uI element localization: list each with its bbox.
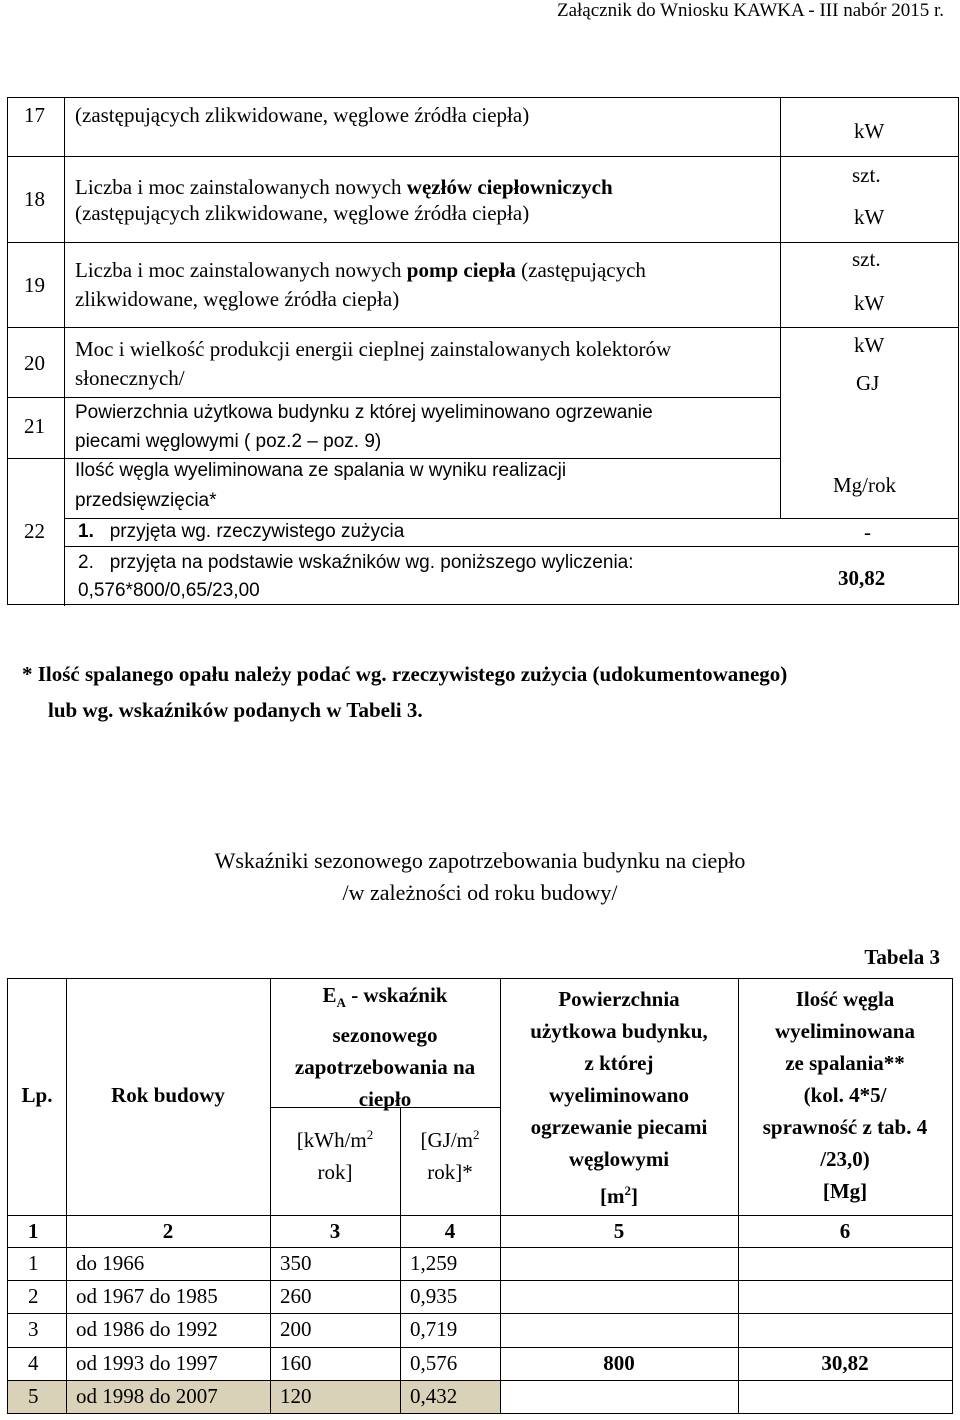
row-19-text-line2: zlikwidowane, węglowe źródła ciepła) [75, 287, 400, 311]
row-3-gj: 0,719 [410, 1317, 458, 1341]
row-21-lp: 21 [24, 414, 45, 438]
row-19-unit-kw: kW [854, 291, 885, 315]
header-gj: [$GJ/m^2$ rok]* [420, 1127, 480, 1184]
row-17-lp: 17 [24, 103, 45, 127]
row-17-text: (zastępujących zlikwidowane, węglowe źródła ciepła) [75, 103, 530, 127]
header-lp: Lp. [21, 1083, 53, 1107]
row-20-lp: 20 [24, 351, 45, 375]
section-title: Wskaźniki sezonowego zapotrzebowania budynku na ciepło [214, 848, 746, 873]
row-21-text-line2: piecami węglowymi ( poz.2 – poz. 9) [75, 431, 382, 452]
colnum-1: 1 [28, 1219, 39, 1243]
header-note: Załącznik do Wniosku KAWKA - III nabór 2015 r. [556, 0, 944, 21]
row-18-lp: 18 [24, 187, 45, 211]
row-5-lp: 5 [28, 1384, 39, 1408]
row-22-sub2: 2. przyjęta na podstawie wskaźników wg. poniższego wyliczenia: [78, 552, 634, 573]
header-ea: $E_A$ - wskaźnik sezonowego zapotrzebowania na ciepło [294, 983, 476, 1112]
footnote-line1: * Ilość spalanego opału należy podać wg. rzeczywistego zużycia (udokumentowanego) [22, 662, 788, 686]
row-21-text-line1: Powierzchnia użytkowa budynku z której wyeliminowano ogrzewanie [75, 402, 653, 423]
colnum-5: 5 [613, 1219, 625, 1243]
row-20-unit-gj: GJ [856, 371, 880, 395]
row-22-lp: 22 [24, 519, 45, 543]
row-20-unit-kw: kW [854, 333, 885, 357]
row-2-rok: od 1967 do 1985 [76, 1284, 218, 1308]
table-label: Tabela 3 [864, 945, 940, 969]
row-4-pow: 800 [603, 1351, 635, 1375]
footnote-line2: lub wg. wskaźników podanych w Tabeli 3. [48, 698, 423, 722]
colnum-3: 3 [329, 1219, 341, 1243]
row-17-unit: kW [854, 119, 885, 143]
section-subtitle: /w zależności od roku budowy/ [342, 880, 618, 905]
footnote [22, 656, 952, 728]
row-22-sub1: 1. przyjęta wg. rzeczywistego zużycia [78, 521, 405, 542]
row-1-rok: do 1966 [76, 1251, 145, 1275]
row-22-sub2-line2: 0,576*800/0,65/23,00 [78, 580, 260, 601]
row-5-gj: 0,432 [410, 1384, 458, 1408]
row-4-lp: 4 [28, 1351, 39, 1375]
row-22-sub1-value: - [864, 520, 871, 544]
row-5-rok: od 1998 do 2007 [76, 1384, 218, 1408]
row-18-text-line2: (zastępujących zlikwidowane, węglowe źródła ciepła) [75, 201, 530, 225]
colnum-6: 6 [839, 1219, 851, 1243]
row-3-lp: 3 [28, 1317, 39, 1341]
row-1-gj: 1,259 [410, 1251, 458, 1275]
row-4-ilosc: 30,82 [821, 1351, 869, 1375]
row-4-rok: od 1993 do 1997 [76, 1351, 218, 1375]
header-pow: Powierzchnia użytkowa budynku, z której wyeliminowano ogrzewanie piecami węglowymi $[m^2]$ [530, 987, 708, 1208]
row-2-gj: 0,935 [410, 1284, 458, 1308]
indicators-table [7, 978, 953, 1414]
row-22-text-line2: przedsięwzięcia* [75, 490, 217, 511]
row-19-text-line1: Liczba i moc zainstalowanych nowych pomp ciepła (zastępujących [75, 258, 646, 282]
row-20-text-line1: Moc i wielkość produkcji energii cieplnej zainstalowanych kolektorów [75, 337, 672, 361]
header-ilosc: Ilość węgla wyeliminowana ze spalania** (kol. 4*5/ sprawność z tab. 4 /23,0) [Mg] [762, 987, 928, 1203]
row-2-kwh: 260 [280, 1284, 312, 1308]
row-19-lp: 19 [24, 273, 45, 297]
header-rok: Rok budowy [111, 1083, 225, 1107]
row-18-text-line1: Liczba i moc zainstalowanych nowych węzłów ciepłowniczych [75, 175, 613, 199]
row-3-rok: od 1986 do 1992 [76, 1317, 218, 1341]
header-kwh: [$kWh/m^2$ rok] [296, 1127, 374, 1184]
row-2-lp: 2 [28, 1284, 39, 1308]
row-22-unit: Mg/rok [833, 473, 896, 497]
row-5-kwh: 120 [280, 1384, 312, 1408]
row-1-kwh: 350 [280, 1251, 312, 1275]
row-4-kwh: 160 [280, 1351, 312, 1375]
row-4-gj: 0,576 [410, 1351, 458, 1375]
row-22-sub2-value: 30,82 [838, 566, 886, 590]
row-19-unit-szt: szt. [852, 247, 881, 271]
results-table [7, 97, 959, 605]
row-18-unit-kw: kW [854, 205, 885, 229]
colnum-2: 2 [162, 1219, 174, 1243]
row-22-text-line1: Ilość węgla wyeliminowana ze spalania w wyniku realizacji [75, 460, 567, 481]
row-18-unit-szt: szt. [852, 163, 881, 187]
colnum-4: 4 [444, 1219, 456, 1243]
row-3-kwh: 200 [280, 1317, 312, 1341]
row-1-lp: 1 [28, 1251, 39, 1275]
row-20-text-line2: słonecznych/ [75, 366, 185, 390]
